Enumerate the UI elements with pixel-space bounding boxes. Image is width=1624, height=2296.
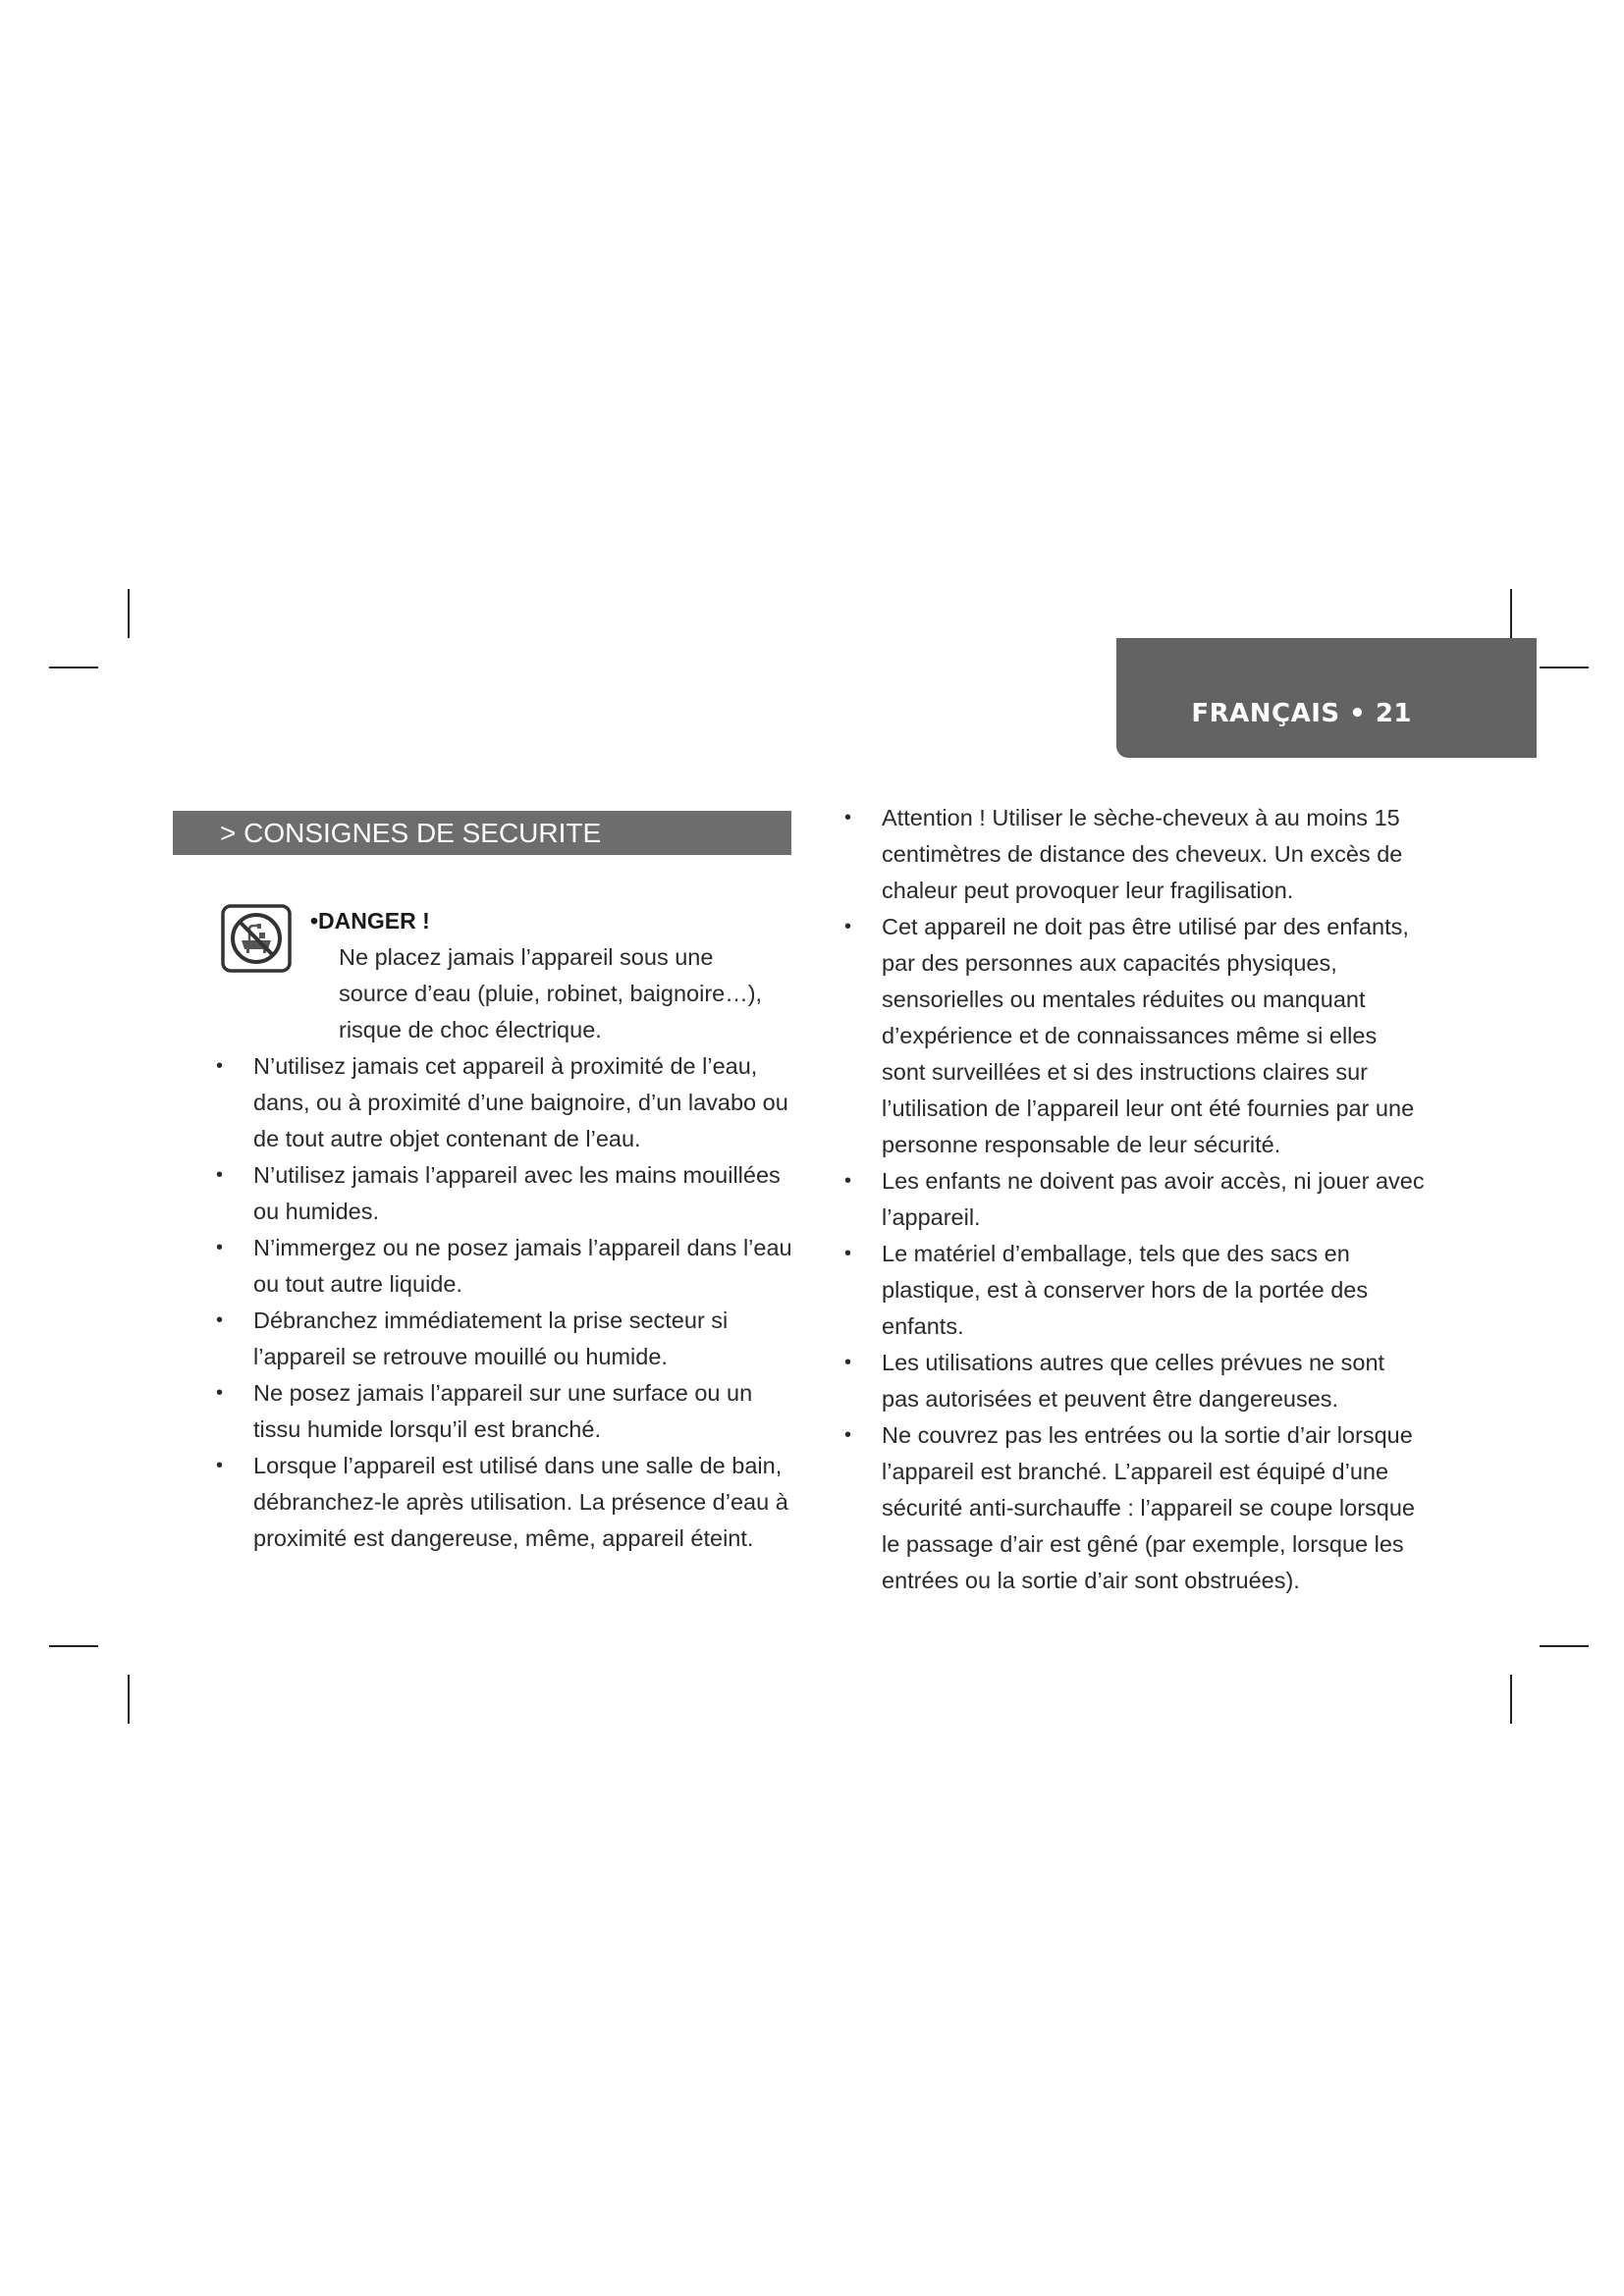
list-item-text: Les enfants ne doivent pas avoir accès, ni jouer avec l’appareil.	[882, 1168, 1425, 1230]
crop-mark-bottom-left-h	[49, 1645, 98, 1647]
right-bullet-list	[837, 800, 1426, 1599]
list-item	[208, 1230, 797, 1303]
bullet: •	[844, 1170, 852, 1192]
crop-mark-bottom-right-v	[1510, 1675, 1512, 1724]
bullet: •	[844, 1424, 852, 1446]
crop-mark-top-left-v	[128, 589, 130, 638]
right-column	[837, 800, 1426, 1599]
list-item	[837, 1163, 1426, 1236]
list-item	[837, 800, 1426, 909]
list-item-text: Ne couvrez pas les entrées ou la sortie d’air lorsque l’appareil est branché. L’appareil est équipé d’une sécurité anti-surchauffe : l’appareil se coupe lorsque le passage d’air est gêné (par exemple, lorsque les entrées ou la sortie d’air sont obstruées).	[882, 1422, 1415, 1593]
list-item-text: N’utilisez jamais cet appareil à proximité de l’eau, dans, ou à proximité d’une baignoire, d’un lavabo ou de tout autre objet contenant de l’eau.	[253, 1053, 788, 1151]
list-item	[208, 1303, 797, 1375]
list-item-text: N’immergez ou ne posez jamais l’appareil dans l’eau ou tout autre liquide.	[253, 1235, 792, 1297]
bullet: •	[216, 1309, 224, 1331]
danger-text: Ne placez jamais l’appareil sous une source d’eau (pluie, robinet, baignoire…), risque de choc électrique.	[339, 944, 763, 1042]
crop-mark-top-right-v	[1510, 589, 1512, 638]
crop-mark-top-right-h	[1540, 667, 1589, 668]
list-item-text: Attention ! Utiliser le sèche-cheveux à au moins 15 centimètres de distance des cheveux. Un excès de chaleur peut provoquer leur fragilisation.	[882, 805, 1403, 903]
list-item-text: N’utilisez jamais l’appareil avec les mains mouillées ou humides.	[253, 1162, 781, 1224]
bullet: •	[216, 1055, 224, 1077]
bullet: •	[844, 916, 852, 937]
bullet: •	[844, 807, 852, 828]
list-item	[837, 1236, 1426, 1345]
list-item-text: Cet appareil ne doit pas être utilisé par des enfants, par des personnes aux capacités physiques, sensorielles ou mentales réduites ou manquant d’expérience et de connaissances même si elles sont surveillées et si des instructions claires sur l’utilisation de l’appareil leur ont été fournies par une personne responsable de leur sécurité.	[882, 914, 1415, 1157]
list-item-text: Lorsque l’appareil est utilisé dans une salle de bain, débranchez-le après utilisation. La présence d’eau à proximité est dangereuse, même, appareil éteint.	[253, 1453, 788, 1551]
list-item-text: Ne posez jamais l’appareil sur une surface ou un tissu humide lorsqu’il est branché.	[253, 1380, 753, 1442]
bullet: •	[844, 1243, 852, 1264]
bullet: •	[216, 1382, 224, 1404]
language-page-label: FRANÇAIS • 21	[1191, 699, 1412, 728]
danger-title: •DANGER !	[310, 908, 430, 934]
list-item	[208, 1375, 797, 1448]
left-column	[208, 903, 797, 1557]
crop-mark-top-left-h	[49, 667, 98, 668]
list-item-text: Débranchez immédiatement la prise secteur si l’appareil se retrouve mouillé ou humide.	[253, 1308, 729, 1369]
section-title: > CONSIGNES DE SECURITE	[173, 811, 791, 855]
left-bullet-list	[208, 1048, 797, 1557]
danger-block	[208, 903, 797, 1048]
crop-mark-bottom-left-v	[128, 1675, 130, 1724]
language-page-tab	[1116, 638, 1537, 758]
crop-mark-bottom-right-h	[1540, 1645, 1589, 1647]
no-water-bath-icon	[220, 903, 293, 974]
list-item-text: Les utilisations autres que celles prévues ne sont pas autorisées et peuvent être dangereuses.	[882, 1350, 1385, 1412]
bullet: •	[216, 1164, 224, 1186]
bullet: •	[844, 1352, 852, 1373]
list-item	[208, 1157, 797, 1230]
bullet: •	[216, 1237, 224, 1258]
list-item	[208, 1448, 797, 1557]
bullet: •	[216, 1455, 224, 1476]
list-item	[837, 1417, 1426, 1599]
list-item	[208, 1048, 797, 1157]
list-item	[837, 909, 1426, 1163]
list-item-text: Le matériel d’emballage, tels que des sacs en plastique, est à conserver hors de la portée des enfants.	[882, 1241, 1369, 1339]
list-item	[837, 1345, 1426, 1417]
